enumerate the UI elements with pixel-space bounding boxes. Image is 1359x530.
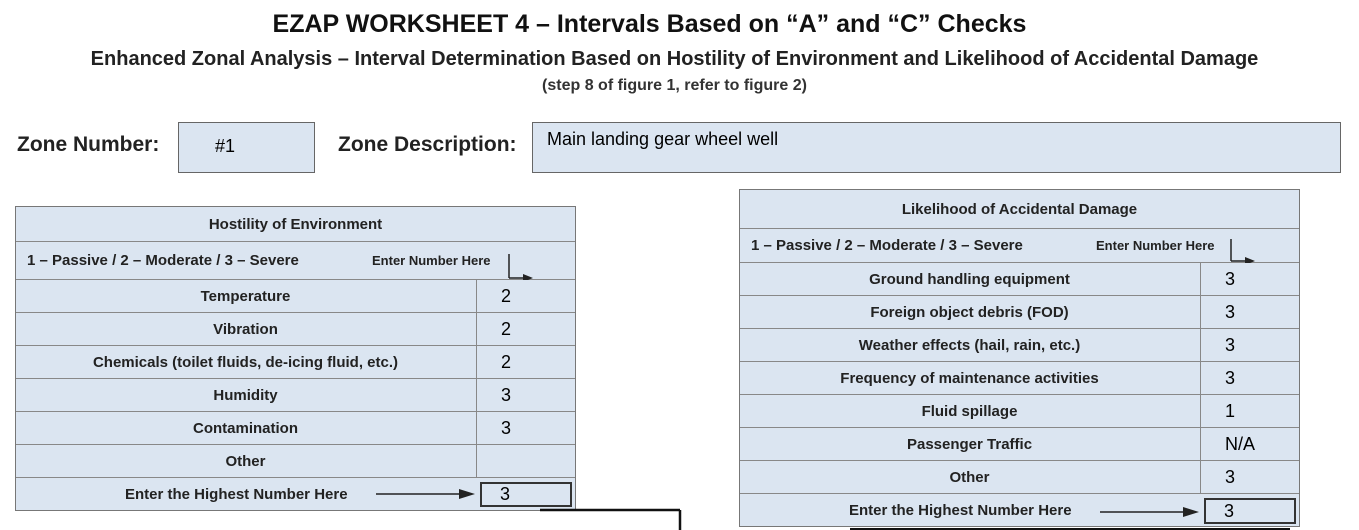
hostility-row-value[interactable]: 2 [501,318,512,339]
damage-row [739,428,1300,461]
hostility-scale-row [15,242,576,280]
zone-number-input[interactable]: #1 [178,122,315,173]
damage-row-value[interactable]: 3 [1225,334,1236,355]
hostility-row [15,313,576,346]
damage-scale-legend: 1 – Passive / 2 – Moderate / 3 – Severe [751,237,1023,254]
step-note: (step 8 of figure 1, refer to figure 2) [542,77,807,94]
damage-row [739,329,1300,362]
damage-row-value[interactable]: 3 [1225,466,1236,487]
damage-row [739,461,1300,494]
damage-row-value[interactable]: N/A [1225,433,1256,454]
zone-description-input[interactable]: Main landing gear wheel well [532,122,1341,173]
hostility-header-row [15,206,576,242]
damage-table [739,189,1300,527]
hostility-row [15,280,576,313]
hostility-row-value[interactable]: 2 [501,351,512,372]
damage-row-label: Other [739,461,1201,493]
damage-row-value[interactable]: 3 [1225,268,1236,289]
hostility-scale-legend: 1 – Passive / 2 – Moderate / 3 – Severe [27,252,299,269]
hostility-title: Hostility of Environment [208,215,383,233]
hostility-row-label: Temperature [15,280,477,312]
hostility-highest-value[interactable]: 3 [480,482,572,507]
damage-title: Likelihood of Accidental Damage [901,200,1138,218]
damage-row-value[interactable]: 3 [1225,301,1236,322]
damage-row-label: Fluid spillage [739,395,1201,427]
hostility-row-value[interactable]: 3 [501,417,512,438]
hostility-row [15,412,576,445]
hostility-row-value[interactable]: 2 [501,285,512,306]
hostility-highest-arrow-icon [15,478,16,479]
hostility-row-value[interactable]: 3 [501,384,512,405]
damage-scale-row [739,229,1300,263]
damage-row-label: Foreign object debris (FOD) [739,296,1201,328]
hostility-enter-arrow-icon [15,242,16,243]
damage-highest-value[interactable]: 3 [1204,498,1296,524]
damage-row-label: Frequency of maintenance activities [739,362,1201,394]
zone-description-label: Zone Description: [338,133,517,156]
hostility-highest-label: Enter the Highest Number Here [125,485,348,503]
damage-row [739,362,1300,395]
damage-highest-label: Enter the Highest Number Here [849,501,1072,519]
worksheet-subtitle: Enhanced Zonal Analysis – Interval Determination Based on Hostility of Environment and Likelihood of Accidental Damage [90,48,1259,70]
damage-row-label: Weather effects (hail, rain, etc.) [739,329,1201,361]
hostility-row-value[interactable] [477,445,576,477]
hostility-row [15,445,576,478]
hostility-row-label: Chemicals (toilet fluids, de-icing fluid, etc.) [15,346,477,378]
damage-row-value[interactable]: 3 [1225,367,1236,388]
hostility-row-label: Vibration [15,313,477,345]
damage-enter-number-label: Enter Number Here [1096,238,1215,253]
hostility-enter-number-label: Enter Number Here [372,253,491,268]
hostility-row [15,379,576,412]
damage-row-label: Passenger Traffic [739,428,1201,460]
damage-highest-row [739,494,1300,527]
damage-header-row [739,189,1300,229]
worksheet-title: EZAP WORKSHEET 4 – Intervals Based on “A” and “C” Checks [272,10,1027,38]
damage-row-label: Ground handling equipment [739,263,1201,295]
hostility-row [15,346,576,379]
hostility-table [15,206,576,511]
hostility-row-label: Humidity [15,379,477,411]
damage-row [739,395,1300,428]
damage-highest-arrow-icon [739,494,740,495]
damage-enter-arrow-icon [739,229,740,230]
hostility-connector-line [0,0,1,1]
damage-row-value[interactable]: 1 [1225,400,1236,421]
damage-row [739,263,1300,296]
hostility-row-label: Other [15,445,477,477]
hostility-row-label: Contamination [15,412,477,444]
zone-number-label: Zone Number: [17,133,160,156]
hostility-highest-row [15,478,576,511]
damage-row [739,296,1300,329]
